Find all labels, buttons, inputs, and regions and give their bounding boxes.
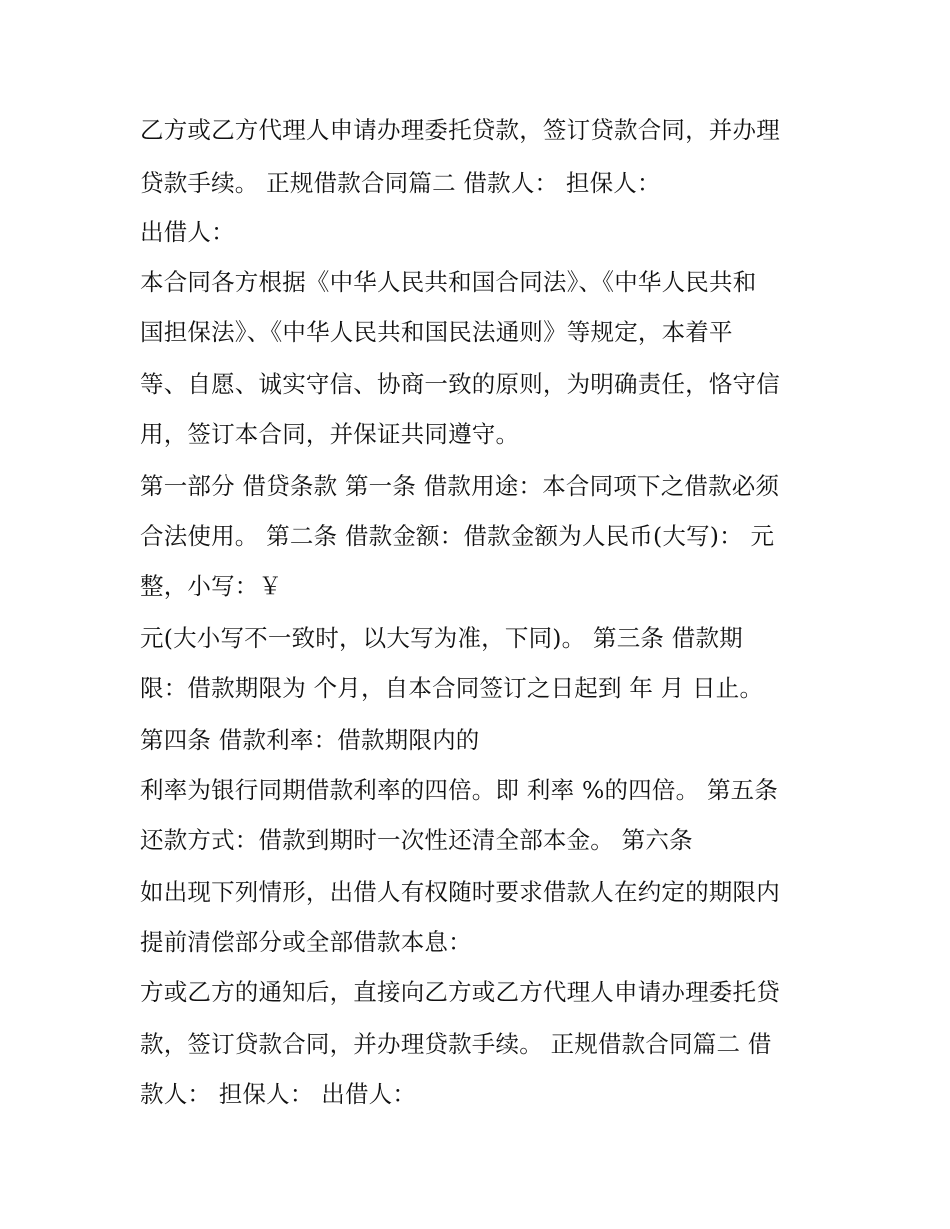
text-line: 款，签订贷款合同，并办理贷款手续。 正规借款合同篇二 借 <box>140 1030 772 1058</box>
text-line: 利率为银行同期借款利率的四倍。即 利率 %的四倍。 第五条 <box>140 776 779 804</box>
text-line: 国担保法》、《中华人民共和国民法通则》等规定，本着平 <box>140 318 733 346</box>
text-line: 乙方或乙方代理人申请办理委托贷款，签订贷款合同，并办理 <box>140 116 780 144</box>
text-line: 款人： 担保人： 出借人： <box>140 1080 417 1108</box>
text-line: 贷款手续。 正规借款合同篇二 借款人： 担保人： <box>140 169 661 197</box>
text-line: 如出现下列情形，出借人有权随时要求借款人在约定的期限内 <box>140 878 780 906</box>
text-line: 合法使用。 第二条 借款金额：借款金额为人民币(大写)： 元 <box>140 522 775 550</box>
text-line: 等、自愿、诚实守信、协商一致的原则，为明确责任，恪守信 <box>140 370 780 398</box>
text-line: 第一部分 借贷条款 第一条 借款用途：本合同项下之借款必须 <box>140 472 780 500</box>
text-line: 提前清偿部分或全部借款本息： <box>140 928 472 956</box>
text-line: 用，签订本合同，并保证共同遵守。 <box>140 420 520 448</box>
text-line: 限：借款期限为 个月，自本合同签订之日起到 年 月 日止。 <box>140 674 764 702</box>
text-line: 第四条 借款利率：借款期限内的 <box>140 726 480 754</box>
text-line: 整，小写：￥ <box>140 572 283 600</box>
text-line: 方或乙方的通知后，直接向乙方或乙方代理人申请办理委托贷 <box>140 978 780 1006</box>
text-line: 本合同各方根据《中华人民共和国合同法》、《中华人民共和 <box>140 268 757 296</box>
text-line: 还款方式：借款到期时一次性还清全部本金。 第六条 <box>140 826 693 854</box>
text-line: 出借人： <box>140 218 235 246</box>
text-line: 元(大小写不一致时，以大写为准，下同)。 第三条 借款期 <box>140 624 743 652</box>
